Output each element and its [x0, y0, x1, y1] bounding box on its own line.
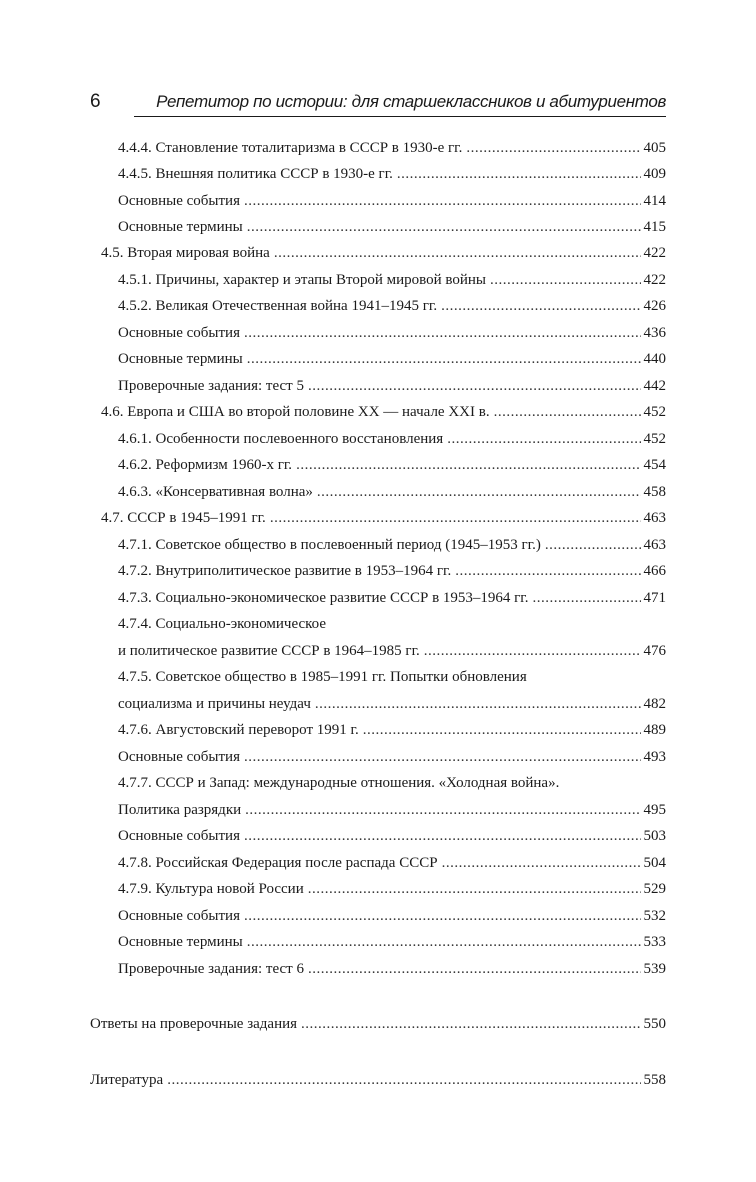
toc-entry[interactable] — [118, 825, 666, 847]
running-title: Репетитор по истории: для старшеклассников и абитуриентов — [156, 92, 666, 111]
toc-leader — [315, 693, 641, 715]
toc-leader — [494, 401, 641, 423]
toc-entry-title: 4.7.9. Культура новой России — [118, 881, 304, 897]
toc-entry-page: 405 — [643, 140, 666, 156]
toc-leader — [296, 454, 640, 476]
toc-entry[interactable] — [101, 401, 666, 423]
toc-entry-title: Основные события — [118, 828, 240, 844]
toc-leader — [247, 216, 641, 238]
toc-entry-title: 4.7.1. Советское общество в послевоенный период (1945–1953 гг.) — [118, 537, 541, 553]
toc-leader — [545, 534, 641, 556]
toc-entry-page: 454 — [643, 457, 666, 473]
toc-entry[interactable] — [118, 852, 666, 874]
toc-entry-title: Проверочные задания: тест 6 — [118, 961, 304, 977]
toc-entry[interactable] — [118, 269, 666, 291]
toc-entry-title: Проверочные задания: тест 5 — [118, 378, 304, 394]
toc-entry-page: 409 — [643, 166, 666, 182]
toc-entry[interactable] — [118, 799, 666, 821]
toc-entry[interactable] — [101, 242, 666, 264]
toc-entry-title: Основные термины — [118, 351, 243, 367]
toc-entry-page: 440 — [643, 351, 666, 367]
toc-entry[interactable] — [118, 454, 666, 476]
toc-entry[interactable] — [118, 322, 666, 344]
toc-leader — [397, 163, 641, 185]
toc-entry-title: 4.7.3. Социально-экономическое развитие СССР в 1953–1964 гг. — [118, 590, 529, 606]
page-header — [90, 90, 666, 118]
toc-leader — [270, 507, 641, 529]
toc-entry[interactable] — [118, 746, 666, 768]
toc-entry-page: 482 — [643, 696, 666, 712]
toc-entry-page: 436 — [643, 325, 666, 341]
toc-leader — [247, 931, 641, 953]
toc-entry-page: 415 — [643, 219, 666, 235]
toc-entry-page: 452 — [643, 431, 666, 447]
toc-entry[interactable] — [90, 1069, 666, 1091]
toc-entry-title: 4.5.2. Великая Отечественная война 1941–1945 гг. — [118, 298, 438, 314]
toc-leader — [466, 137, 640, 159]
toc-entry[interactable] — [118, 428, 666, 450]
toc-entry-page: 463 — [643, 537, 666, 553]
toc-entry-title: Основные события — [118, 193, 240, 209]
toc-entry-title: Основные термины — [118, 219, 243, 235]
toc-leader — [308, 878, 641, 900]
toc-entry-page: 466 — [643, 563, 666, 579]
page-number: 6 — [90, 91, 101, 112]
toc-leader — [245, 799, 640, 821]
toc-entry[interactable] — [118, 587, 666, 609]
toc-entry[interactable] — [118, 693, 666, 715]
toc-entry[interactable] — [118, 481, 666, 503]
toc-leader — [244, 746, 641, 768]
toc-entry-page: 452 — [643, 404, 666, 420]
toc-entry-title: Основные события — [118, 908, 240, 924]
toc-leader — [447, 428, 640, 450]
toc-entry[interactable] — [118, 560, 666, 582]
toc-entry[interactable] — [118, 190, 666, 212]
toc-entry-page: 504 — [643, 855, 666, 871]
toc-entry-title: 4.7.6. Августовский переворот 1991 г. — [118, 722, 359, 738]
toc-entry-line[interactable]: 4.7.5. Советское общество в 1985–1991 гг. Попытки обновления — [118, 669, 527, 685]
toc-entry[interactable] — [118, 958, 666, 980]
toc-leader — [441, 295, 640, 317]
toc-leader — [247, 348, 641, 370]
toc-entry-title: Политика разрядки — [118, 802, 242, 818]
toc-leader — [301, 1013, 640, 1035]
toc-entry-page: 533 — [643, 934, 666, 950]
toc-entry-title: Основные события — [118, 749, 240, 765]
toc-leader — [455, 560, 640, 582]
toc-entry-line[interactable]: 4.7.4. Социально-экономическое — [118, 616, 327, 632]
toc-entry-title: 4.7.2. Внутриполитическое развитие в 1953–1964 гг. — [118, 563, 452, 579]
toc-entry-title: Основные термины — [118, 934, 243, 950]
toc-leader — [308, 958, 641, 980]
toc-entry-title: 4.4.5. Внешняя политика СССР в 1930-е гг. — [118, 166, 393, 182]
toc-entry-title: 4.5.1. Причины, характер и этапы Второй мировой войны — [118, 272, 487, 288]
toc-entry[interactable] — [118, 216, 666, 238]
toc-entry[interactable] — [90, 1013, 666, 1035]
toc-leader — [363, 719, 641, 741]
toc-entry-title: 4.6.2. Реформизм 1960-х гг. — [118, 457, 293, 473]
toc-entry-title: 4.4.4. Становление тоталитаризма в СССР в 1930-е гг. — [118, 140, 463, 156]
toc-leader — [490, 269, 640, 291]
toc-entry-page: 422 — [643, 272, 666, 288]
toc-entry-title: 4.7.8. Российская Федерация после распада СССР — [118, 855, 438, 871]
toc-entry[interactable] — [118, 931, 666, 953]
toc-leader — [317, 481, 641, 503]
toc-entry-page: 426 — [643, 298, 666, 314]
toc-entry-page: 489 — [643, 722, 666, 738]
toc-entry[interactable] — [118, 137, 666, 159]
toc-leader — [244, 905, 641, 927]
toc-leader — [244, 190, 641, 212]
toc-entry-title: 4.6.1. Особенности послевоенного восстановления — [118, 431, 444, 447]
toc-entry-page: 493 — [643, 749, 666, 765]
toc-entry-page: 476 — [643, 643, 666, 659]
toc-entry-page: 463 — [643, 510, 666, 526]
toc-entry-page: 422 — [643, 245, 666, 261]
toc-entry-title: 4.6. Европа и США во второй половине XX — начале XXI в. — [101, 404, 490, 420]
toc-entry-page: 442 — [643, 378, 666, 394]
toc-entry[interactable] — [118, 905, 666, 927]
toc-entry-page: 550 — [643, 1016, 666, 1032]
toc-leader — [274, 242, 641, 264]
toc-leader — [244, 322, 641, 344]
toc-entry-page: 539 — [643, 961, 666, 977]
toc-entry-title: Ответы на проверочные задания — [90, 1016, 298, 1032]
toc-entry[interactable] — [118, 163, 666, 185]
toc-entry[interactable] — [101, 507, 666, 529]
toc-leader — [167, 1069, 640, 1091]
toc-leader — [244, 825, 641, 847]
toc-entry[interactable] — [118, 534, 666, 556]
toc-entry[interactable] — [118, 878, 666, 900]
toc-entry-title: и политическое развитие СССР в 1964–1985 гг. — [118, 643, 420, 659]
toc-entry-page: 495 — [643, 802, 666, 818]
toc-entry-title: 4.5. Вторая мировая война — [101, 245, 270, 261]
toc-entry[interactable] — [118, 348, 666, 370]
toc-leader — [442, 852, 641, 874]
toc-entry-page: 503 — [643, 828, 666, 844]
toc-entry-line[interactable]: 4.7.7. СССР и Запад: международные отношения. «Холодная война». — [118, 775, 560, 791]
toc-entry[interactable] — [118, 295, 666, 317]
toc-entry-title: Основные события — [118, 325, 240, 341]
toc-entry[interactable] — [118, 375, 666, 397]
toc-entry-page: 458 — [643, 484, 666, 500]
toc-entry-page: 532 — [643, 908, 666, 924]
toc-entry-title: Литература — [90, 1072, 164, 1088]
toc-entry-title: 4.6.3. «Консервативная волна» — [118, 484, 313, 500]
toc-entry[interactable] — [118, 640, 666, 662]
toc-entry[interactable] — [118, 719, 666, 741]
toc-entry-page: 414 — [643, 193, 666, 209]
toc-entry-page: 558 — [643, 1072, 666, 1088]
header-rule — [134, 116, 666, 117]
toc-leader — [308, 375, 641, 397]
toc-entry-page: 471 — [643, 590, 666, 606]
toc-entry-title: социализма и причины неудач — [118, 696, 311, 712]
toc-leader — [533, 587, 641, 609]
toc-entry-page: 529 — [643, 881, 666, 897]
toc-entry-title: 4.7. СССР в 1945–1991 гг. — [101, 510, 266, 526]
toc-leader — [424, 640, 641, 662]
